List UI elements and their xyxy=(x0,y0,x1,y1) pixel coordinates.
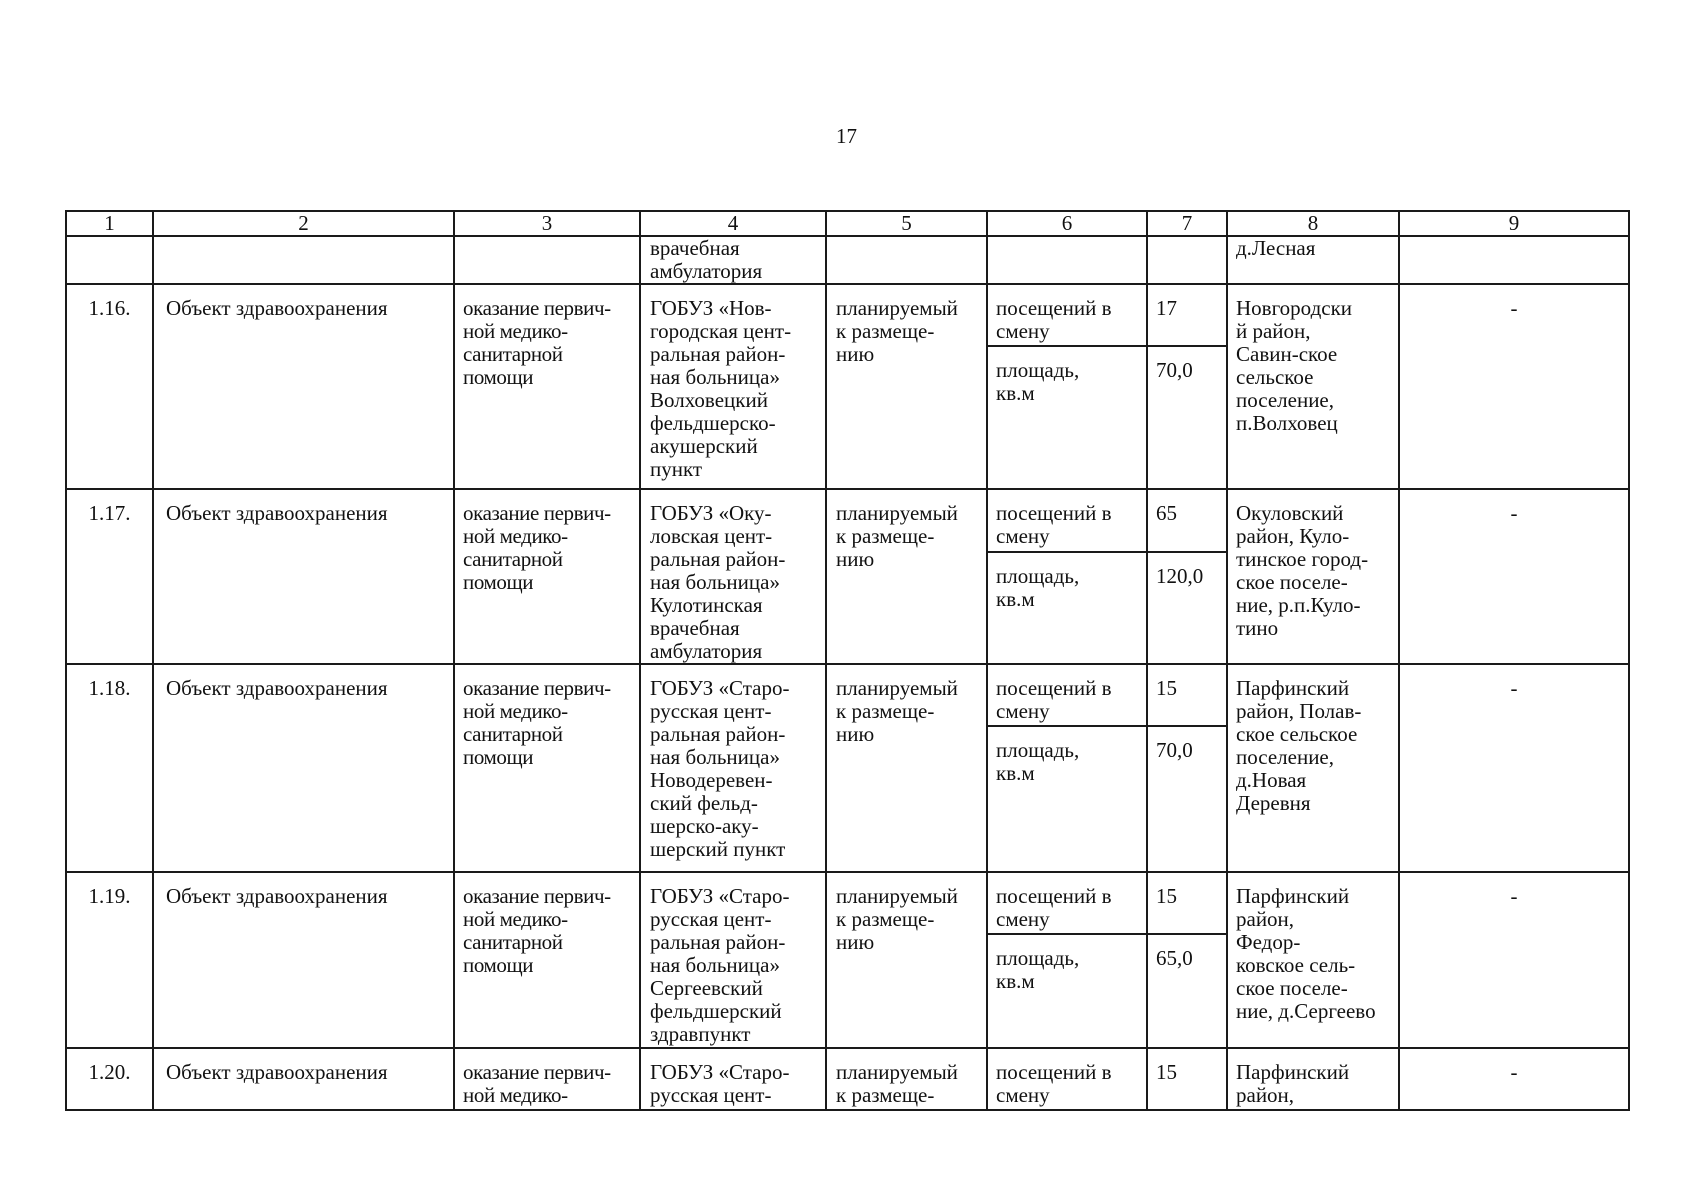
text-line: к размеще- xyxy=(836,524,935,548)
location xyxy=(1227,489,1399,664)
text-line: нию xyxy=(836,342,875,366)
row-number: 1.20. xyxy=(66,1048,153,1110)
text-line: к размеще- xyxy=(836,907,935,931)
object-type: Объект здравоохранения xyxy=(153,284,454,489)
text-line: русская цент- xyxy=(650,1083,772,1107)
text-line: площадь, xyxy=(996,738,1080,762)
text-line: тинское город- xyxy=(1236,547,1369,571)
text-line: амбулатория xyxy=(650,639,763,663)
cell-empty xyxy=(1147,236,1227,284)
table-row xyxy=(66,872,1629,934)
visits-label xyxy=(987,284,1147,346)
table-row xyxy=(66,664,1629,726)
object-type: Объект здравоохранения xyxy=(153,664,454,872)
visits-label xyxy=(987,872,1147,934)
text-line: нию xyxy=(836,930,875,954)
row-number: 1.17. xyxy=(66,489,153,664)
text-line: смену xyxy=(996,319,1050,343)
text-line: кв.м xyxy=(996,969,1035,993)
purpose xyxy=(454,489,640,664)
text-line: Парфинский xyxy=(1236,884,1350,908)
visits-value: 15 xyxy=(1147,872,1227,934)
text-line: ковское сель- xyxy=(1236,953,1356,977)
text-line: ние, р.п.Куло- xyxy=(1236,593,1361,617)
object-type: Объект здравоохранения xyxy=(153,872,454,1048)
text-line: ГОБУЗ «Нов- xyxy=(650,296,772,320)
purpose xyxy=(454,664,640,872)
facility-name xyxy=(640,1048,826,1110)
text-line: ГОБУЗ «Старо- xyxy=(650,884,790,908)
page-number: 17 xyxy=(836,124,857,148)
continuation-row xyxy=(66,236,1629,284)
text-line: Сергеевский xyxy=(650,976,763,1000)
text-line: Волховецкий xyxy=(650,388,768,412)
text-line: нию xyxy=(836,547,875,571)
text-line: ная больница» xyxy=(650,570,780,594)
status xyxy=(826,664,987,872)
column-header: 2 xyxy=(153,211,454,236)
purpose xyxy=(454,1048,640,1110)
facility-name xyxy=(640,664,826,872)
text-line: площадь, xyxy=(996,563,1080,588)
text-line: ральная район- xyxy=(650,930,786,954)
text-line: планируемый xyxy=(836,884,958,908)
area-label xyxy=(987,726,1147,872)
text-line: русская цент- xyxy=(650,907,772,931)
text-line: оказание первич- xyxy=(463,501,611,525)
text-line: ная больница» xyxy=(650,745,780,769)
object-type: Объект здравоохранения xyxy=(153,489,454,664)
table-row xyxy=(66,489,1629,552)
text-line: ловская цент- xyxy=(650,524,773,548)
text-line: шерско-аку- xyxy=(650,814,759,838)
text-line: район, xyxy=(1236,1083,1295,1107)
row-number: 1.19. xyxy=(66,872,153,1048)
table-row-partial xyxy=(66,1048,1629,1110)
text-line: Окуловский xyxy=(1236,501,1344,525)
text-line: ское сельское xyxy=(1236,722,1358,746)
visits-label xyxy=(987,489,1147,552)
text-line: ная больница» xyxy=(650,953,780,977)
text-line: ной медико- xyxy=(463,699,568,723)
cell-empty xyxy=(66,236,153,284)
location xyxy=(1227,284,1399,489)
text-line: городская цент- xyxy=(650,319,792,343)
text-line: кв.м xyxy=(996,381,1035,405)
text-line: тино xyxy=(1236,616,1279,640)
text-line: д.Новая xyxy=(1236,768,1307,792)
column-header: 3 xyxy=(454,211,640,236)
text-line: оказание первич- xyxy=(463,1060,611,1084)
text-line: ная больница» xyxy=(650,365,780,389)
text-line: санитарной xyxy=(463,547,563,571)
text-line: площадь, xyxy=(996,358,1080,382)
status xyxy=(826,872,987,1048)
facility-name xyxy=(640,489,826,664)
col9-value: - xyxy=(1399,489,1629,664)
col9-value: - xyxy=(1399,872,1629,1048)
column-header: 4 xyxy=(640,211,826,236)
purpose xyxy=(454,872,640,1048)
text-line: акушерский xyxy=(650,434,758,458)
purpose xyxy=(454,284,640,489)
text-line: смену xyxy=(996,524,1050,548)
status xyxy=(826,1048,987,1110)
text-line: район, Полав- xyxy=(1236,699,1362,723)
cell-empty xyxy=(987,236,1147,284)
text-line: помощи xyxy=(463,365,534,389)
text-line: планируемый xyxy=(836,296,958,320)
text-line: санитарной xyxy=(463,342,563,366)
text-line: кв.м xyxy=(996,586,1035,611)
area-value: 70,0 xyxy=(1147,346,1227,489)
text-line: планируемый xyxy=(836,1060,958,1084)
status xyxy=(826,489,987,664)
col9-value: - xyxy=(1399,1048,1629,1110)
text-line: ральная район- xyxy=(650,547,786,571)
object-type: Объект здравоохранения xyxy=(153,1048,454,1110)
cell-empty xyxy=(1399,236,1629,284)
column-header: 7 xyxy=(1147,211,1227,236)
text-line: Новгородски xyxy=(1236,296,1353,320)
col9-value: - xyxy=(1399,284,1629,489)
text-line: фельдшерский xyxy=(650,999,782,1023)
column-number-row xyxy=(66,211,1629,236)
text-line: санитарной xyxy=(463,930,563,954)
text-line: ной медико- xyxy=(463,1083,568,1107)
location xyxy=(1227,664,1399,872)
text-line: оказание первич- xyxy=(463,676,611,700)
column-header: 5 xyxy=(826,211,987,236)
area-value: 70,0 xyxy=(1147,726,1227,872)
column-header: 8 xyxy=(1227,211,1399,236)
text-line: к размеще- xyxy=(836,1083,935,1107)
text-line: ГОБУЗ «Оку- xyxy=(650,501,772,525)
column-header: 1 xyxy=(66,211,153,236)
text-line: здравпункт xyxy=(650,1022,751,1046)
text-line: планируемый xyxy=(836,676,958,700)
text-line: Новодеревен- xyxy=(650,768,773,792)
text-line: нию xyxy=(836,722,875,746)
row-number: 1.18. xyxy=(66,664,153,872)
text-line: Федор- xyxy=(1236,930,1301,954)
text-line: фельдшерско- xyxy=(650,411,776,435)
facility-name xyxy=(640,284,826,489)
col9-value: - xyxy=(1399,664,1629,872)
text-line: ское поселе- xyxy=(1236,976,1348,1000)
facility-name xyxy=(640,872,826,1048)
continuation-name: врачебная амбулатория xyxy=(640,236,826,284)
text-line: к размеще- xyxy=(836,319,935,343)
text-line: район, Куло- xyxy=(1236,524,1350,548)
text-line: ральная район- xyxy=(650,722,786,746)
text-line: ский фельд- xyxy=(650,791,758,815)
text-line: ной медико- xyxy=(463,524,568,548)
text-line: ское поселе- xyxy=(1236,570,1348,594)
text-line: Парфинский xyxy=(1236,1060,1350,1084)
row-number: 1.16. xyxy=(66,284,153,489)
area-value: 120,0 xyxy=(1147,552,1227,664)
status xyxy=(826,284,987,489)
visits-label xyxy=(987,1048,1147,1110)
text-line: посещений в xyxy=(996,1060,1112,1084)
text-line: смену xyxy=(996,699,1050,723)
location xyxy=(1227,1048,1399,1110)
visits-label xyxy=(987,664,1147,726)
text-line: п.Волховец xyxy=(1236,411,1338,435)
text-line: ной медико- xyxy=(463,907,568,931)
text-line: поселение, xyxy=(1236,388,1335,412)
text-line: Парфинский xyxy=(1236,676,1350,700)
location xyxy=(1227,872,1399,1048)
text-line: помощи xyxy=(463,953,534,977)
visits-value: 17 xyxy=(1147,284,1227,346)
text-line: шерский пункт xyxy=(650,837,786,861)
facilities-table xyxy=(65,210,1630,1111)
area-label xyxy=(987,552,1147,664)
cell-empty xyxy=(153,236,454,284)
text-line: поселение, xyxy=(1236,745,1335,769)
text-line: посещений в xyxy=(996,296,1112,320)
text-line: помощи xyxy=(463,745,534,769)
text-line: площадь, xyxy=(996,946,1080,970)
area-label xyxy=(987,346,1147,489)
text-line: сельское xyxy=(1236,365,1314,389)
text-line: планируемый xyxy=(836,501,958,525)
text-line: врачебная xyxy=(650,616,740,640)
text-line: Савин-ское xyxy=(1236,342,1338,366)
text-line: оказание первич- xyxy=(463,296,611,320)
text-line: помощи xyxy=(463,570,534,594)
text-line: район, xyxy=(1236,907,1295,931)
text-line: посещений в xyxy=(996,676,1112,700)
area-label xyxy=(987,934,1147,1048)
text-line: оказание первич- xyxy=(463,884,611,908)
text-line: посещений в xyxy=(996,884,1112,908)
visits-value: 15 xyxy=(1147,664,1227,726)
visits-value: 65 xyxy=(1147,489,1227,552)
text-line: посещений в xyxy=(996,501,1112,525)
text-line: Деревня xyxy=(1236,791,1311,815)
text-line: пункт xyxy=(650,457,703,481)
text-line: к размеще- xyxy=(836,699,935,723)
continuation-location: д.Лесная xyxy=(1227,236,1399,284)
text-line: ной медико- xyxy=(463,319,568,343)
text-line: ральная район- xyxy=(650,342,786,366)
text-line: й район, xyxy=(1236,319,1311,343)
text-line: ние, д.Сергеево xyxy=(1236,999,1376,1023)
cell-empty xyxy=(454,236,640,284)
visits-value: 15 xyxy=(1147,1048,1227,1110)
text-line: русская цент- xyxy=(650,699,772,723)
column-header: 6 xyxy=(987,211,1147,236)
cell-empty xyxy=(826,236,987,284)
text-line: смену xyxy=(996,1083,1050,1107)
text-line: ГОБУЗ «Старо- xyxy=(650,676,790,700)
text-line: Кулотинская xyxy=(650,593,763,617)
text-line: смену xyxy=(996,907,1050,931)
table-row xyxy=(66,284,1629,346)
area-value: 65,0 xyxy=(1147,934,1227,1048)
text-line: кв.м xyxy=(996,761,1035,785)
column-header: 9 xyxy=(1399,211,1629,236)
text-line: санитарной xyxy=(463,722,563,746)
text-line: ГОБУЗ «Старо- xyxy=(650,1060,790,1084)
